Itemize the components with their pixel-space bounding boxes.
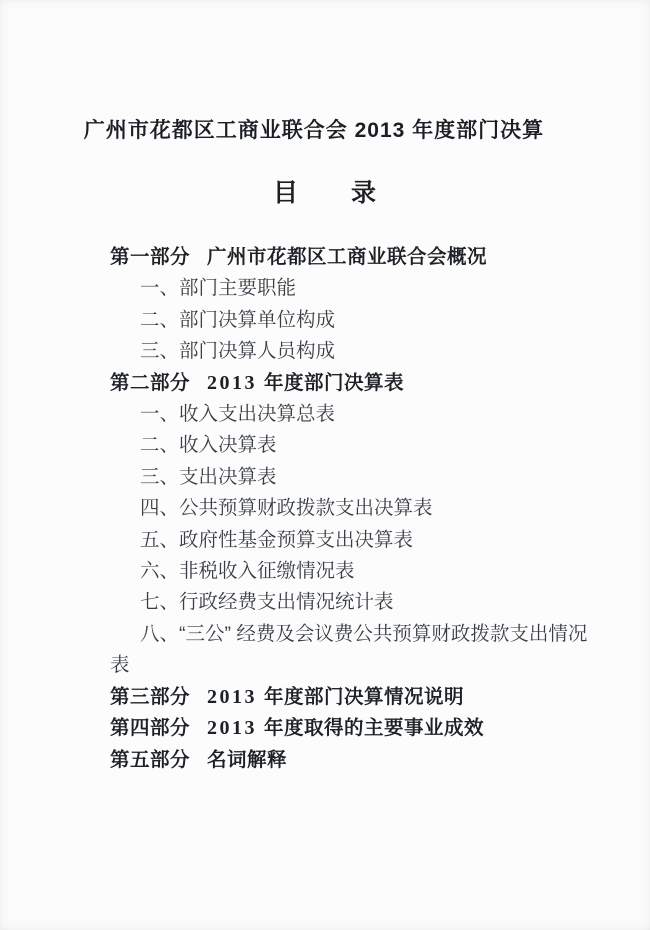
toc-item-part2-7: 七、行政经费支出情况统计表 [140, 591, 394, 614]
toc-item-part2-6: 六、非税收入征缴情况表 [140, 560, 355, 583]
toc-part-3 [110, 682, 570, 713]
toc-part-5-label: 第五部分 [110, 748, 191, 771]
toc-part-1 [110, 242, 570, 273]
toc-part-4-label: 第四部分 [110, 717, 191, 740]
toc-part-3-label: 第三部分 [110, 685, 191, 708]
toc-item-part2-3: 三、支出决算表 [140, 465, 277, 488]
toc-item-part2-2: 二、收入决算表 [140, 434, 277, 457]
toc-part-2-title: 年度部门决算表 [264, 371, 405, 394]
document-title: 广州市花都区工商业联合会 2013 年度部门决算 [83, 119, 545, 142]
toc-part-1-title: 广州市花都区工商业联合会概况 [207, 246, 488, 268]
toc-item-part2-1: 一、收入支出决算总表 [140, 403, 336, 426]
toc-part-2-year: 2013 [207, 371, 258, 394]
toc-item-part1-2: 二、部门决算单位构成 [140, 308, 336, 331]
toc-part-2 [110, 368, 570, 399]
toc-part-4-year: 2013 [207, 717, 258, 740]
toc-part-4-title: 年度取得的主要事业成效 [264, 717, 485, 740]
toc-part-4 [110, 713, 570, 744]
toc-part-1-label: 第一部分 [110, 246, 191, 268]
toc-item-part2-8-line2: 表 [110, 654, 130, 677]
toc-item-part2-8-line1: 八、“三公” 经费及会议费公共预算财政拨款支出情况 [140, 622, 588, 645]
toc-item-part1-3: 三、部门决算人员构成 [140, 340, 336, 363]
toc-list [110, 242, 588, 776]
toc-part-3-year: 2013 [207, 685, 258, 708]
toc-part-2-label: 第二部分 [110, 371, 191, 394]
toc-item-part2-5: 五、政府性基金预算支出决算表 [140, 528, 414, 551]
toc-item-part2-4: 四、公共预算财政拨款支出决算表 [140, 497, 433, 520]
toc-heading: 目 录 [272, 179, 377, 207]
toc-part-3-title: 年度部门决算情况说明 [264, 685, 465, 708]
toc-part-5-title: 名词解释 [207, 748, 288, 771]
toc-item-part1-1: 一、部门主要职能 [140, 277, 297, 300]
toc-part-5 [110, 745, 570, 776]
